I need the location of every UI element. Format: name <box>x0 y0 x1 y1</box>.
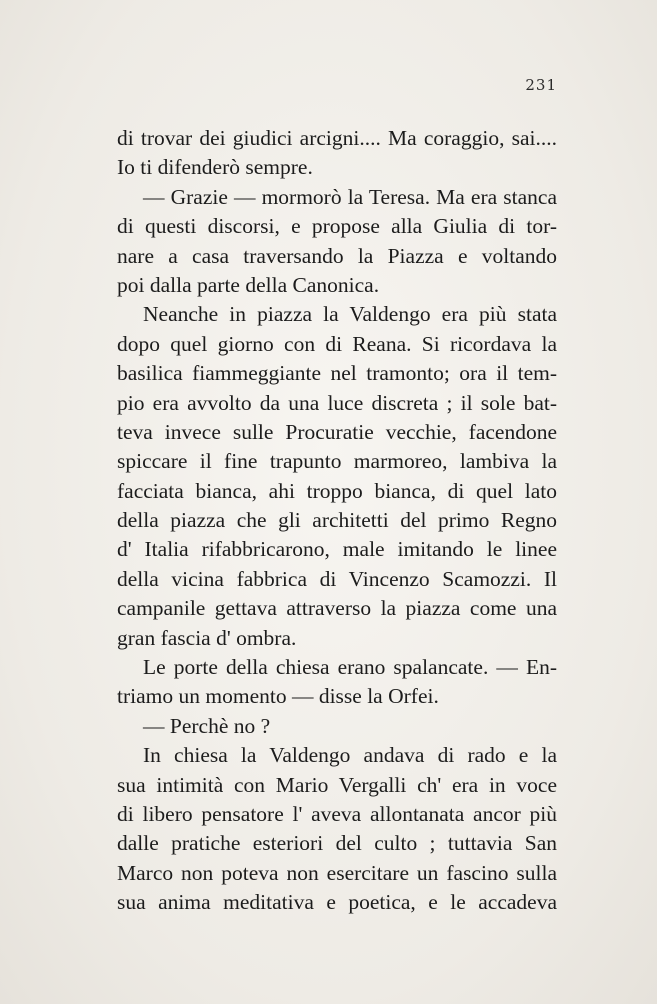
text-line: della piazza che gli architetti del primo Regno <box>117 508 557 533</box>
text-line: sua anima meditativa e poetica, e le accadeva <box>117 890 557 915</box>
text-line: dalle pratiche esteriori del culto ; tuttavia San <box>117 831 557 856</box>
text-line: nare a casa traversando la Piazza e voltando <box>117 243 557 268</box>
page-number: 231 <box>525 76 557 94</box>
text-line: spiccare il fine trapunto marmoreo, lambiva la <box>117 449 557 474</box>
text-line: poi dalla parte della Canonica. <box>117 272 380 297</box>
text-line: sua intimità con Mario Vergalli ch' era in voce <box>117 772 557 797</box>
text-line: Le porte della chiesa erano spalancate. — En- <box>143 655 557 680</box>
text-line: Marco non poteva non esercitare un fascino sulla <box>117 860 557 885</box>
text-line: gran fascia d' ombra. <box>117 625 297 650</box>
text-line: di trovar dei giudici arcigni.... Ma coraggio, sai.... <box>117 126 557 150</box>
text-line: In chiesa la Valdengo andava di rado e la <box>143 743 557 768</box>
text-line: Io ti difenderò sempre. <box>117 155 313 180</box>
text-line: della vicina fabbrica di Vincenzo Scamozzi. Il <box>117 566 557 591</box>
text-line: dopo quel giorno con di Reana. Si ricordava la <box>117 331 557 356</box>
text-line: facciata bianca, ahi troppo bianca, di quel lato <box>117 478 557 503</box>
text-line: triamo un momento — disse la Orfei. <box>117 684 439 709</box>
text-line: Neanche in piazza la Valdengo era più stata <box>143 302 557 327</box>
text-line: teva invece sulle Procuratie vecchie, facendone <box>117 419 557 444</box>
text-line: — Perchè no ? <box>143 713 271 738</box>
text-line: pio era avvolto da una luce discreta ; il sole bat- <box>117 390 557 415</box>
text-line: basilica fiammeggiante nel tramonto; ora il tem- <box>117 361 557 386</box>
text-line: campanile gettava attraverso la piazza come una <box>117 596 557 621</box>
text-line: — Grazie — mormorò la Teresa. Ma era stanca <box>143 184 557 209</box>
text-line: di questi discorsi, e propose alla Giulia di tor- <box>117 214 557 239</box>
text-line: di libero pensatore l' aveva allontanata ancor più <box>117 801 557 826</box>
text-line: d' Italia rifabbricarono, male imitando le linee <box>117 537 557 562</box>
body-text <box>117 124 557 918</box>
